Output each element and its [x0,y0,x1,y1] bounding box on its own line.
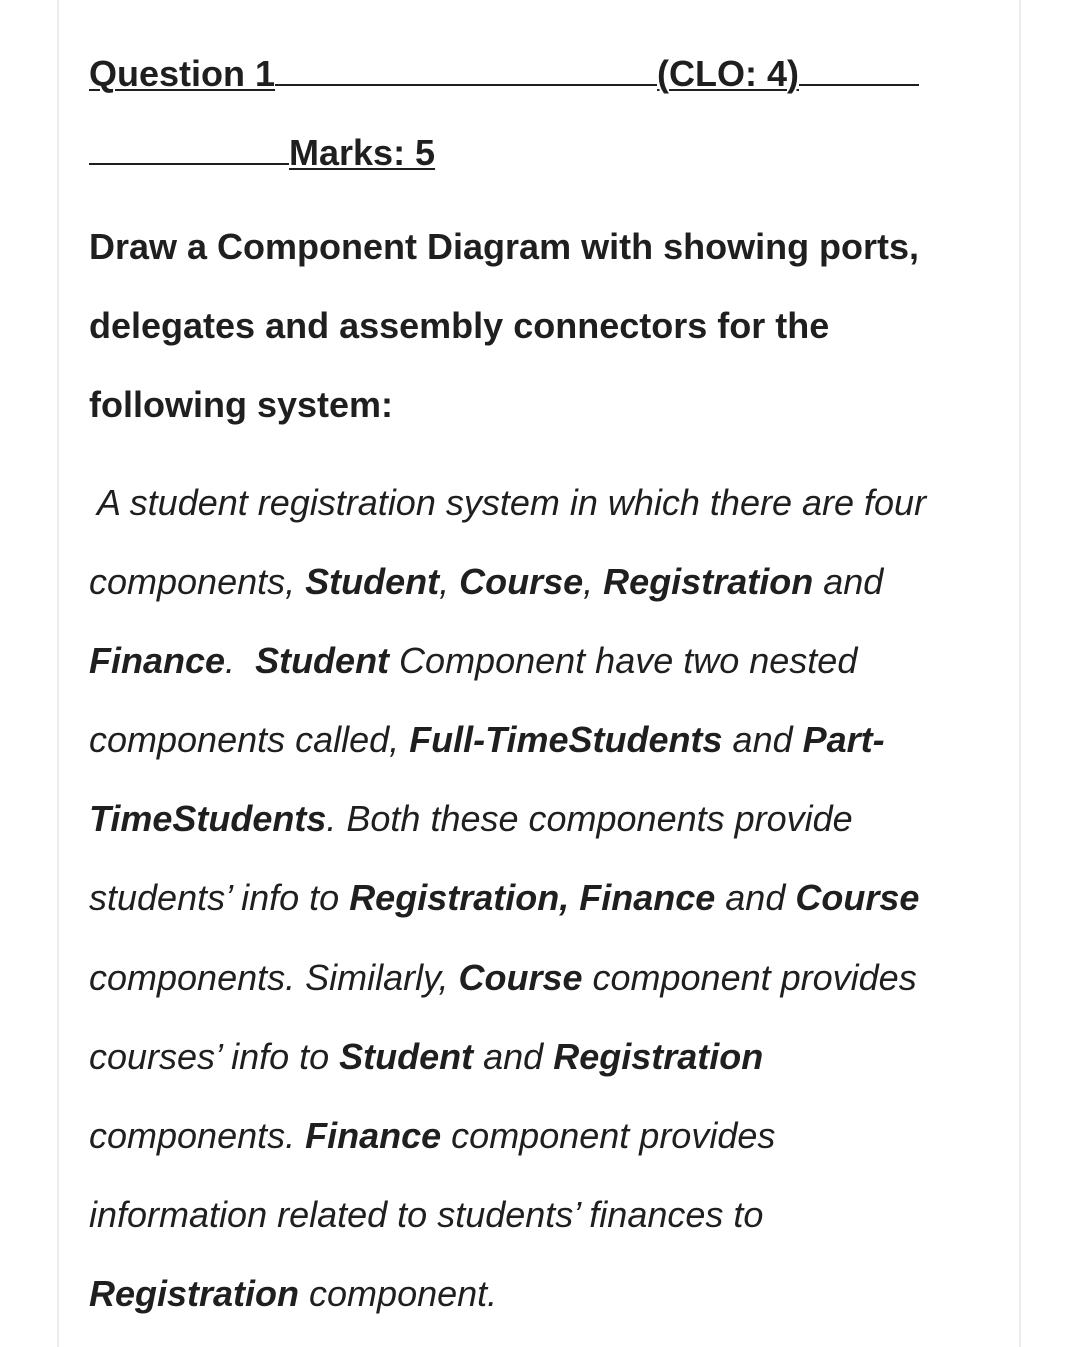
scenario-text: students’ info to [89,877,350,918]
marks-header [89,129,435,175]
scenario-text: Component have two nested [389,640,858,681]
scenario-text: components, [89,561,306,602]
scenario-text: , [559,877,580,918]
component-finance: Finance [305,1115,442,1156]
component-part-time-students-cont: TimeStudents [89,798,327,839]
scenario-line-2 [89,560,883,604]
component-course: Course [459,561,584,602]
component-course: Course [458,957,583,998]
scenario-line-4 [89,718,885,762]
marks-rule [89,129,289,165]
component-full-time-students: Full-TimeStudents [409,719,723,760]
scenario-text: and [813,561,884,602]
component-part-time-students: Part- [802,719,885,760]
question-header [89,50,919,96]
component-registration: Registration [553,1036,764,1077]
scenario-text: courses’ info to [89,1036,340,1077]
scenario-line-1: A student registration system in which there are four [97,482,927,523]
scenario-text: component provides [582,957,917,998]
scenario-line-5 [89,797,853,841]
component-registration: Registration [603,561,814,602]
instruction-line-3: following system: [89,384,394,425]
scenario-line-8 [89,1035,763,1079]
scenario-text: and [722,719,803,760]
scenario-line-9 [89,1114,775,1158]
scenario-text: and [473,1036,554,1077]
scenario-line-10: information related to students’ finances to [89,1194,764,1235]
scenario-text: . Both these components provide [326,798,853,839]
scenario-line-7 [89,956,917,1000]
instruction-line-2: delegates and assembly connectors for the [89,305,830,346]
component-registration: Registration [89,1273,300,1314]
scenario-text: and [715,877,796,918]
marks-label: Marks: 5 [289,132,436,173]
scenario-text: , [583,561,604,602]
clo-label: (CLO: 4) [657,53,800,94]
scenario-text: , [439,561,460,602]
question-number: Question 1 [89,53,276,94]
component-student: Student [255,640,390,681]
scenario-line-3 [89,639,857,683]
scenario-line-11 [89,1272,497,1316]
scenario-text: . [225,640,256,681]
header-rule-end [799,50,919,86]
instruction-line-1: Draw a Component Diagram with showing ports, [89,226,920,267]
header-rule [275,50,657,86]
component-registration: Registration [349,877,560,918]
component-finance: Finance [89,640,226,681]
scenario-text: components. Similarly, [89,957,459,998]
scenario-text: components. [89,1115,306,1156]
scenario-line-6 [89,876,919,920]
component-student: Student [339,1036,474,1077]
scenario-text: component provides [441,1115,776,1156]
component-finance: Finance [579,877,716,918]
scenario-text: component. [299,1273,498,1314]
scenario-text: components called, [89,719,410,760]
component-course: Course [795,877,920,918]
component-student: Student [305,561,440,602]
